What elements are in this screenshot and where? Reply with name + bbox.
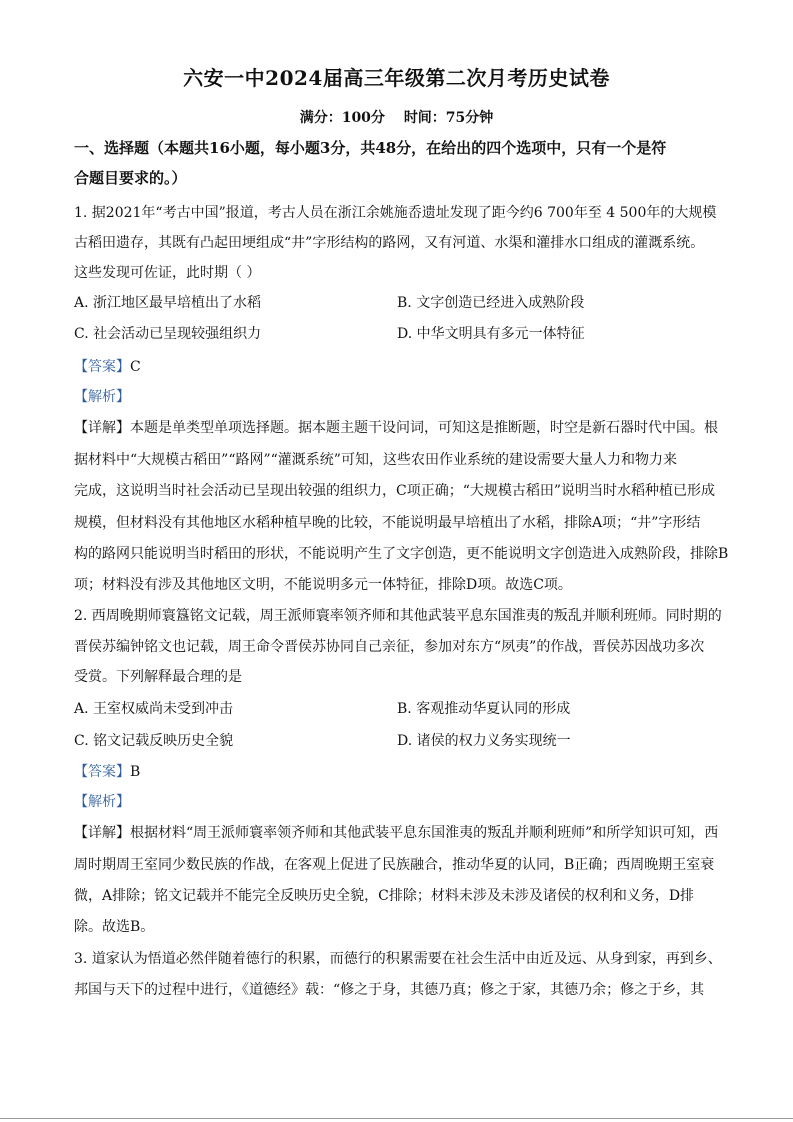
- q1-analysis-tag: 【解析】: [74, 389, 130, 405]
- q2-stem-line-3: 受赏。下列解释最合理的是: [74, 669, 242, 685]
- section-heading-line-1: 一、选择题（本题共16小题，每小题3分，共48分，在给出的四个选项中，只有一个是符: [74, 139, 667, 157]
- q2-option-b: B. 客观推动华夏认同的形成: [397, 701, 571, 717]
- q1-detail-line-5: 构的路网只能说明当时稻田的形状，不能说明产生了文字创造，更不能说明文字创造进入成熟阶段，排除B: [74, 546, 729, 562]
- q1-option-a: A. 浙江地区最早培植出了水稻: [74, 295, 262, 311]
- q2-answer: [74, 762, 734, 782]
- q2-answer-value: B: [130, 764, 141, 780]
- q1-answer-tag: 【答案】: [74, 359, 130, 375]
- q1-detail-line-1: 【详解】本题是单类型单项选择题。据本题主题干设问词，可知这是推断题，时空是新石器时代中国。根: [74, 420, 718, 436]
- q2-detail-line-4: 除。故选B。: [74, 919, 155, 935]
- q2-option-c: C. 铭文记载反映历史全貌: [74, 733, 234, 749]
- q1-detail-line-4: 规模，但材料没有其他地区水稻种植早晚的比较，不能说明最早培植出了水稻，排除A项；“井”字形结: [74, 515, 701, 531]
- q1-answer: [74, 357, 734, 377]
- exam-info: [0, 107, 793, 127]
- exam-time: 时间：75分钟: [403, 110, 494, 126]
- q1-detail-line-6: 项；材料没有涉及其他地区文明，不能说明多元一体特征，排除D项。故选C项。: [74, 577, 572, 593]
- q1-stem-line-3: 这些发现可佐证，此时期（ ）: [74, 265, 261, 281]
- q1-stem-line-2: 古稻田遗存，其既有凸起田埂组成“井”字形结构的路网，又有河道、水渠和灌排水口组成的灌溉系统。: [74, 235, 705, 251]
- q2-detail-line-2: 周时期周王室同少数民族的作战，在客观上促进了民族融合，推动华夏的认同，B正确；西周晚期王室衰: [74, 857, 715, 873]
- q1-detail-line-3: 完成，这说明当时社会活动已呈现出较强的组织力，C项正确；“大规模古稻田”说明当时水稻种植已形成: [74, 483, 716, 499]
- q3-stem-line-1: 3. 道家认为悟道必然伴随着德行的积累，而德行的积累需要在社会生活中由近及远、从身到家，再到乡、: [74, 951, 722, 967]
- q2-stem-line-2: 晋侯苏编钟铭文也记载，周王命令晋侯苏协同自己亲征，参加对东方“夙夷”的作战，晋侯苏因战功多次: [74, 639, 705, 655]
- section-heading-line-2: 合题目要求的。）: [74, 169, 187, 187]
- full-score: 满分：100分: [299, 110, 385, 126]
- q2-detail-line-3: 微，A排除；铭文记载并不能完全反映历史全貌，C排除；材料未涉及未涉及诸侯的权利和义务，D排: [74, 888, 695, 904]
- q1-answer-value: C: [130, 359, 141, 375]
- q2-answer-tag: 【答案】: [74, 764, 130, 780]
- q2-stem-line-1: 2. 西周晚期师寰簋铭文记载，周王派师寰率领齐师和其他武装平息东国淮夷的叛乱并顺利班师。同时期的: [74, 608, 722, 624]
- q2-option-a: A. 王室权威尚未受到冲击: [74, 701, 234, 717]
- q1-detail-line-2: 据材料中“大规模古稻田”“路网”“灌溉系统”可知，这些农田作业系统的建设需要大量人力和物力来: [74, 452, 677, 468]
- q1-option-d: D. 中华文明具有多元一体特征: [397, 326, 585, 342]
- q2-option-d: D. 诸侯的权力义务实现统一: [397, 733, 571, 749]
- q1-option-c: C. 社会活动已呈现较强组织力: [74, 326, 262, 342]
- q2-detail-line-1: 【详解】根据材料“周王派师寰率领齐师和其他武装平息东国淮夷的叛乱并顺利班师”和所学知识可知，西: [74, 825, 719, 841]
- q1-stem-line-1: 1. 据2021年“考古中国”报道，考古人员在浙江余姚施岙遗址发现了距今约6 700年至 4 500年的大规模: [74, 205, 717, 221]
- page-title: 六安一中2024届高三年级第二次月考历史试卷: [183, 66, 610, 90]
- q1-option-b: B. 文字创造已经进入成熟阶段: [397, 295, 585, 311]
- page-bottom-rule: [0, 1118, 793, 1119]
- q2-analysis-tag: 【解析】: [74, 794, 130, 810]
- q3-stem-line-2: 邦国与天下的过程中进行，《道德经》载：“修之于身，其德乃真；修之于家，其德乃余；修之于乡，其: [74, 982, 705, 998]
